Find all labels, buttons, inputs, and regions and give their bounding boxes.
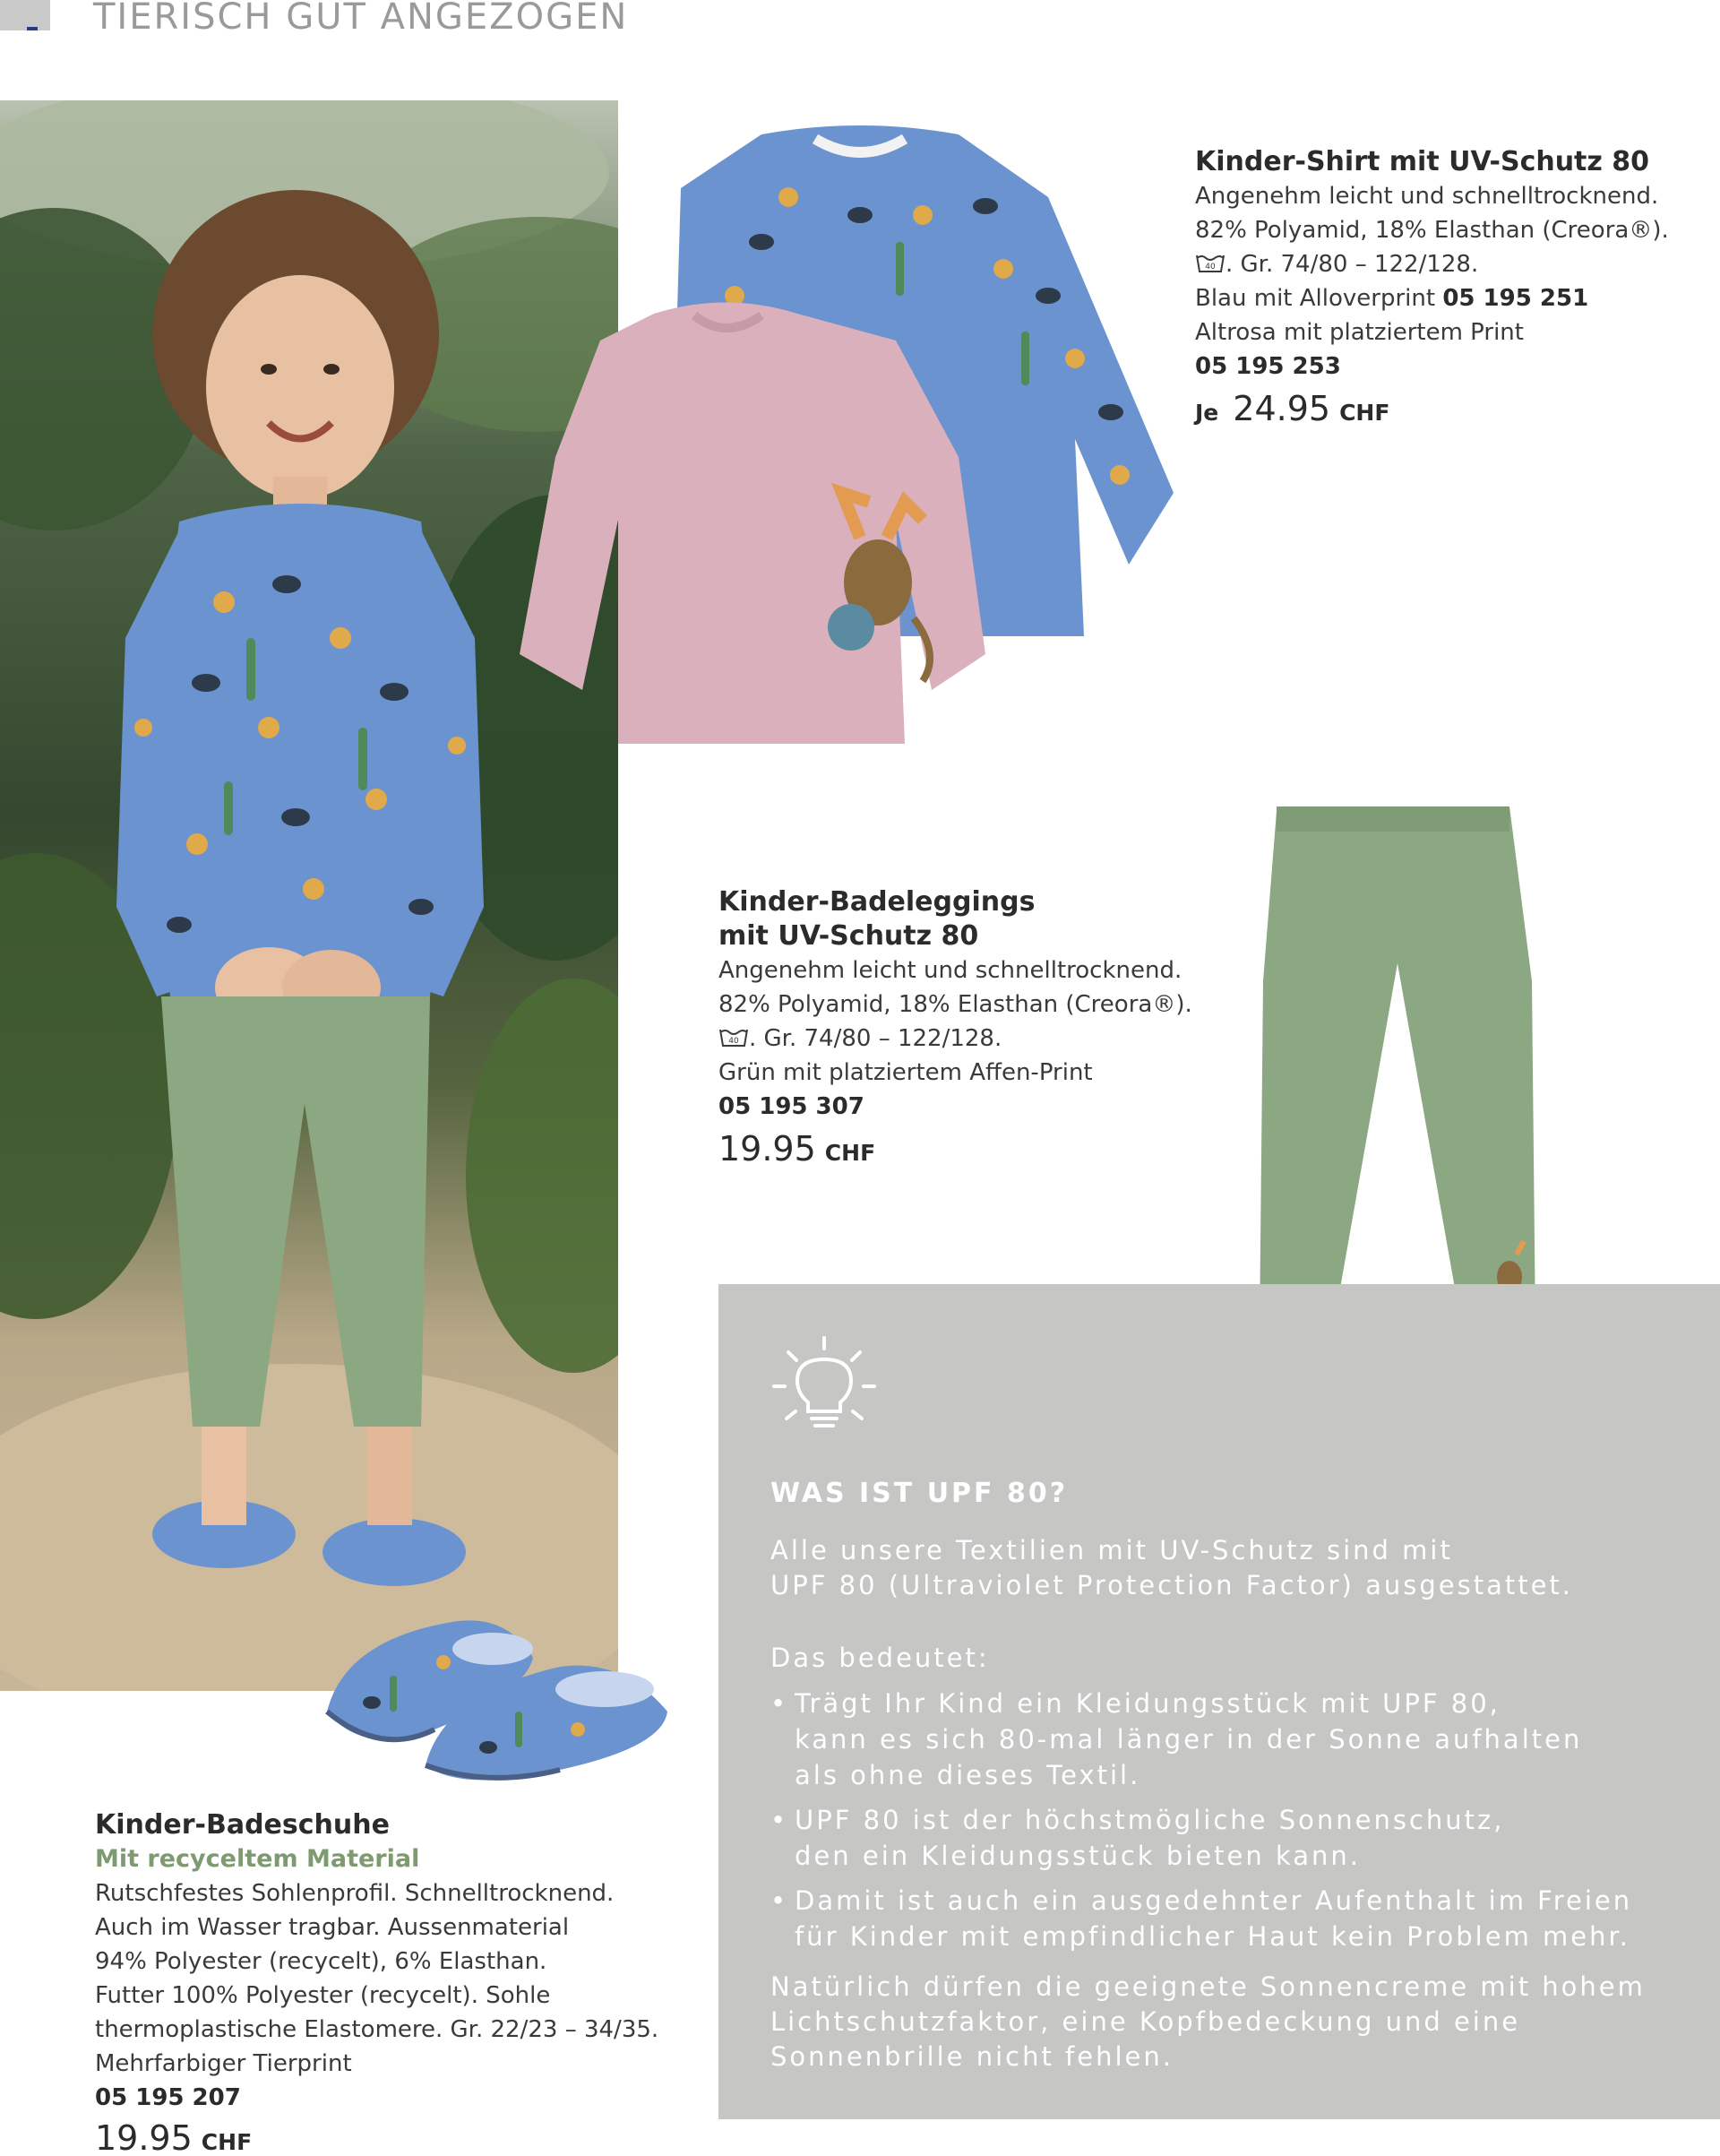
wash-40-icon: [718, 1027, 749, 1048]
leggings-variant-label: Grün mit platziertem Affen-Print: [718, 1059, 1093, 1086]
page-corner-tab: [0, 0, 50, 30]
upf-bullet-3-line-1: • Damit ist auch ein ausgedehnter Aufenthalt im Freien: [795, 1885, 1633, 1916]
leggings-price-value: 19.95: [718, 1129, 816, 1169]
wash-40-icon: [1195, 253, 1226, 274]
upf-bullet-1-line-2: kann es sich 80-mal länger in der Sonne aufhalten: [795, 1724, 1583, 1755]
leggings-sizes-row: [718, 1022, 1192, 1056]
upf-bullet-2-line-1: • UPF 80 ist der höchstmögliche Sonnenschutz,: [795, 1805, 1505, 1835]
shoes-price-currency: CHF: [201, 2129, 253, 2155]
shoes-subtitle: Mit recyceltem Material: [95, 1845, 420, 1873]
shirt-description-1: Angenehm leicht und schnelltrocknend.: [1195, 183, 1659, 210]
upf-heading: WAS IST UPF 80?: [770, 1478, 1069, 1509]
page-title: TIERISCH GUT ANGEZOGEN: [93, 0, 629, 38]
leggings-title-2: mit UV-Schutz 80: [718, 920, 979, 952]
leggings-variant-number: 05 195 307: [718, 1093, 864, 1120]
shoes-price-value: 19.95: [95, 2118, 193, 2156]
shoes-description-4: Futter 100% Polyester (recycelt). Sohle: [95, 1982, 551, 2009]
svg-text:40: 40: [1205, 263, 1216, 272]
shoes-description-2: Auch im Wasser tragbar. Aussenmaterial: [95, 1914, 570, 1941]
shoes-number: 05 195 207: [95, 2084, 241, 2111]
leggings-product-text: [718, 885, 1192, 1169]
upf-intro-line-1: Alle unsere Textilien mit UV-Schutz sind mit: [770, 1535, 1453, 1565]
shirt-price: [1195, 389, 1669, 428]
shirt-title: Kinder-Shirt mit UV-Schutz 80: [1195, 146, 1650, 177]
shirt-variant-1-number: 05 195 251: [1442, 285, 1589, 312]
shoes-illustration: [309, 1577, 685, 1783]
upf-meaning-label: Das bedeutet:: [770, 1643, 990, 1673]
upf-bullet-1-line-1: • Trägt Ihr Kind ein Kleidungsstück mit UPF 80,: [795, 1688, 1501, 1719]
shirt-variant-2-label: Altrosa mit platziertem Print: [1195, 319, 1524, 346]
shoes-description-5: thermoplastische Elastomere. Gr. 22/23 – 34/35.: [95, 2016, 659, 2043]
upf-bullet-list: [770, 1686, 1632, 1963]
shoes-product-text: [95, 1808, 658, 2156]
upf-bullet-2-line-2: den ein Kleidungsstück bieten kann.: [795, 1841, 1361, 1871]
shirt-variant-1: [1195, 281, 1669, 315]
shoes-description-1: Rutschfestes Sohlenprofil. Schnelltrocknend.: [95, 1880, 615, 1907]
upf-outro-line-1: Natürlich dürfen die geeignete Sonnencreme mit hohem: [770, 1971, 1646, 2002]
upf-outro-line-2: Lichtschutzfaktor, eine Kopfbedeckung und eine: [770, 2006, 1521, 2037]
upf-bullet-1: [770, 1686, 1632, 1793]
upf-bullet-1-line-3: als ohne dieses Textil.: [795, 1760, 1141, 1790]
leggings-title-1: Kinder-Badeleggings: [718, 886, 1036, 918]
shirt-variant-2-number: 05 195 253: [1195, 353, 1341, 380]
upf-info-box: [718, 1284, 1720, 2119]
shoes-price: [95, 2118, 658, 2156]
svg-text:40: 40: [728, 1037, 739, 1046]
shoes-title: Kinder-Badeschuhe: [95, 1809, 390, 1841]
upf-outro-line-3: Sonnenbrille nicht fehlen.: [770, 2041, 1174, 2072]
leggings-description-1: Angenehm leicht und schnelltrocknend.: [718, 957, 1182, 984]
shirt-sizes-row: [1195, 247, 1669, 281]
upf-outro: [770, 1970, 1646, 2074]
upf-bullet-2: [770, 1802, 1632, 1874]
shirt-description-2: 82% Polyamid, 18% Elasthan (Creora®).: [1195, 217, 1669, 244]
shirts-illustration: [502, 116, 1200, 771]
shirt-variant-1-label: Blau mit Alloverprint: [1195, 285, 1436, 312]
shoes-description-6: Mehrfarbiger Tierprint: [95, 2050, 352, 2077]
upf-bullet-3-line-2: für Kinder mit empfindlicher Haut kein Problem mehr.: [795, 1921, 1630, 1952]
upf-bullet-3: [770, 1883, 1632, 1954]
shirt-product-text: [1195, 145, 1669, 428]
leggings-price: [718, 1129, 1192, 1169]
upf-intro: [770, 1533, 1573, 1603]
leggings-price-currency: CHF: [824, 1140, 876, 1166]
shoes-description-3: 94% Polyester (recycelt), 6% Elasthan.: [95, 1948, 547, 1975]
shirt-price-prefix: Je: [1195, 400, 1219, 426]
leggings-sizes: . Gr. 74/80 – 122/128.: [749, 1025, 1002, 1052]
upf-intro-line-2: UPF 80 (Ultraviolet Protection Factor) ausgestattet.: [770, 1570, 1574, 1600]
page-marker: [27, 27, 38, 30]
shirt-price-currency: CHF: [1339, 400, 1390, 426]
lightbulb-icon: [770, 1332, 878, 1440]
shirt-price-value: 24.95: [1233, 389, 1331, 428]
shirt-sizes: . Gr. 74/80 – 122/128.: [1226, 251, 1479, 278]
leggings-description-2: 82% Polyamid, 18% Elasthan (Creora®).: [718, 991, 1192, 1018]
